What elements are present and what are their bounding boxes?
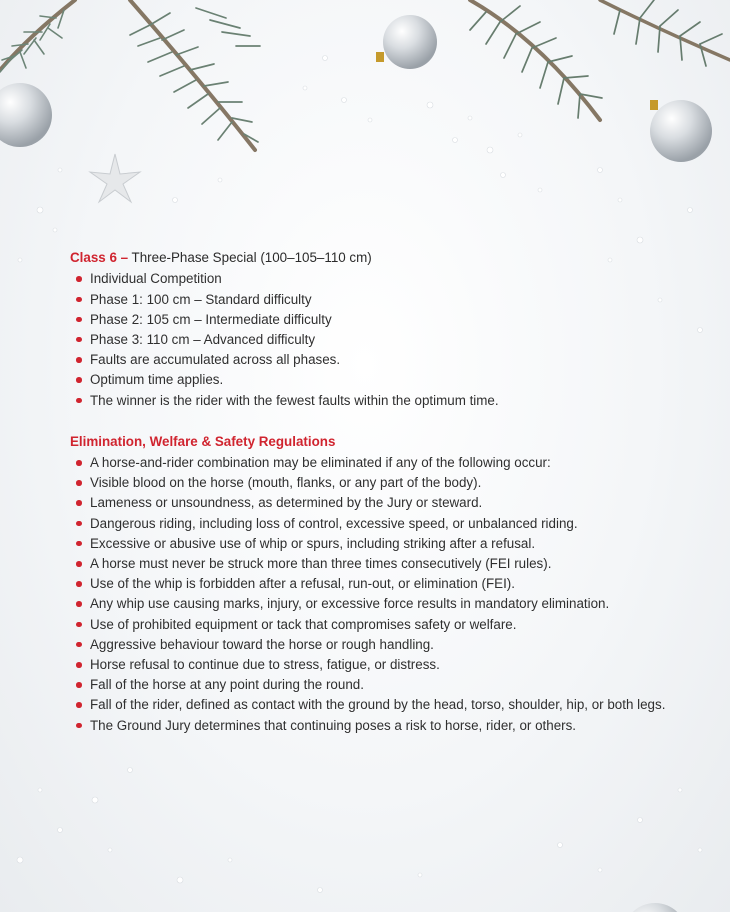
bauble-right-icon bbox=[650, 100, 712, 162]
list-item: A horse must never be struck more than three times consecutively (FEI rules). bbox=[70, 554, 710, 574]
list-item: Fall of the rider, defined as contact with the ground by the head, torso, shoulder, hip, or both legs. bbox=[70, 695, 710, 715]
bauble-top-icon bbox=[376, 15, 437, 69]
list-item: Phase 1: 100 cm – Standard difficulty bbox=[70, 290, 710, 310]
list-item: Fall of the horse at any point during the round. bbox=[70, 675, 710, 695]
snowflake-icon bbox=[90, 154, 140, 202]
list-item: Excessive or abusive use of whip or spurs, including striking after a refusal. bbox=[70, 534, 710, 554]
list-item: Any whip use causing marks, injury, or excessive force results in mandatory elimination. bbox=[70, 594, 710, 614]
list-item: A horse-and-rider combination may be eliminated if any of the following occur: bbox=[70, 453, 710, 473]
list-item: The winner is the rider with the fewest faults within the optimum time. bbox=[70, 391, 710, 411]
class-6-list bbox=[70, 269, 710, 410]
bauble-bottom-icon bbox=[623, 903, 687, 912]
list-item: Horse refusal to continue due to stress, fatigue, or distress. bbox=[70, 655, 710, 675]
list-item: Lameness or unsoundness, as determined by the Jury or steward. bbox=[70, 493, 710, 513]
class-6-label: Class 6 – bbox=[70, 250, 129, 265]
elimination-label: Elimination, Welfare & Safety Regulations bbox=[70, 433, 336, 449]
list-item: Use of the whip is forbidden after a refusal, run-out, or elimination (FEI). bbox=[70, 574, 710, 594]
pine-branch-center-icon bbox=[130, 0, 260, 150]
list-item: Use of prohibited equipment or tack that compromises safety or welfare. bbox=[70, 615, 710, 635]
document-content bbox=[70, 249, 710, 758]
pine-branch-right-icon bbox=[470, 0, 730, 120]
list-item: The Ground Jury determines that continuing poses a risk to horse, rider, or others. bbox=[70, 716, 710, 736]
class-6-section bbox=[70, 249, 710, 411]
list-item: Dangerous riding, including loss of control, excessive speed, or unbalanced riding. bbox=[70, 514, 710, 534]
pine-branch-left-icon bbox=[0, 0, 75, 72]
elimination-heading bbox=[70, 433, 710, 450]
bauble-left-icon bbox=[0, 83, 52, 147]
list-item: Visible blood on the horse (mouth, flanks, or any part of the body). bbox=[70, 473, 710, 493]
list-item: Phase 2: 105 cm – Intermediate difficulty bbox=[70, 310, 710, 330]
list-item: Phase 3: 110 cm – Advanced difficulty bbox=[70, 330, 710, 350]
class-6-title: Three-Phase Special (100–105–110 cm) bbox=[128, 250, 372, 265]
list-item: Faults are accumulated across all phases. bbox=[70, 350, 710, 370]
elimination-list bbox=[70, 453, 710, 736]
list-item: Individual Competition bbox=[70, 269, 710, 289]
class-6-heading bbox=[70, 249, 710, 266]
elimination-section bbox=[70, 433, 710, 736]
list-item: Optimum time applies. bbox=[70, 370, 710, 390]
list-item: Aggressive behaviour toward the horse or rough handling. bbox=[70, 635, 710, 655]
